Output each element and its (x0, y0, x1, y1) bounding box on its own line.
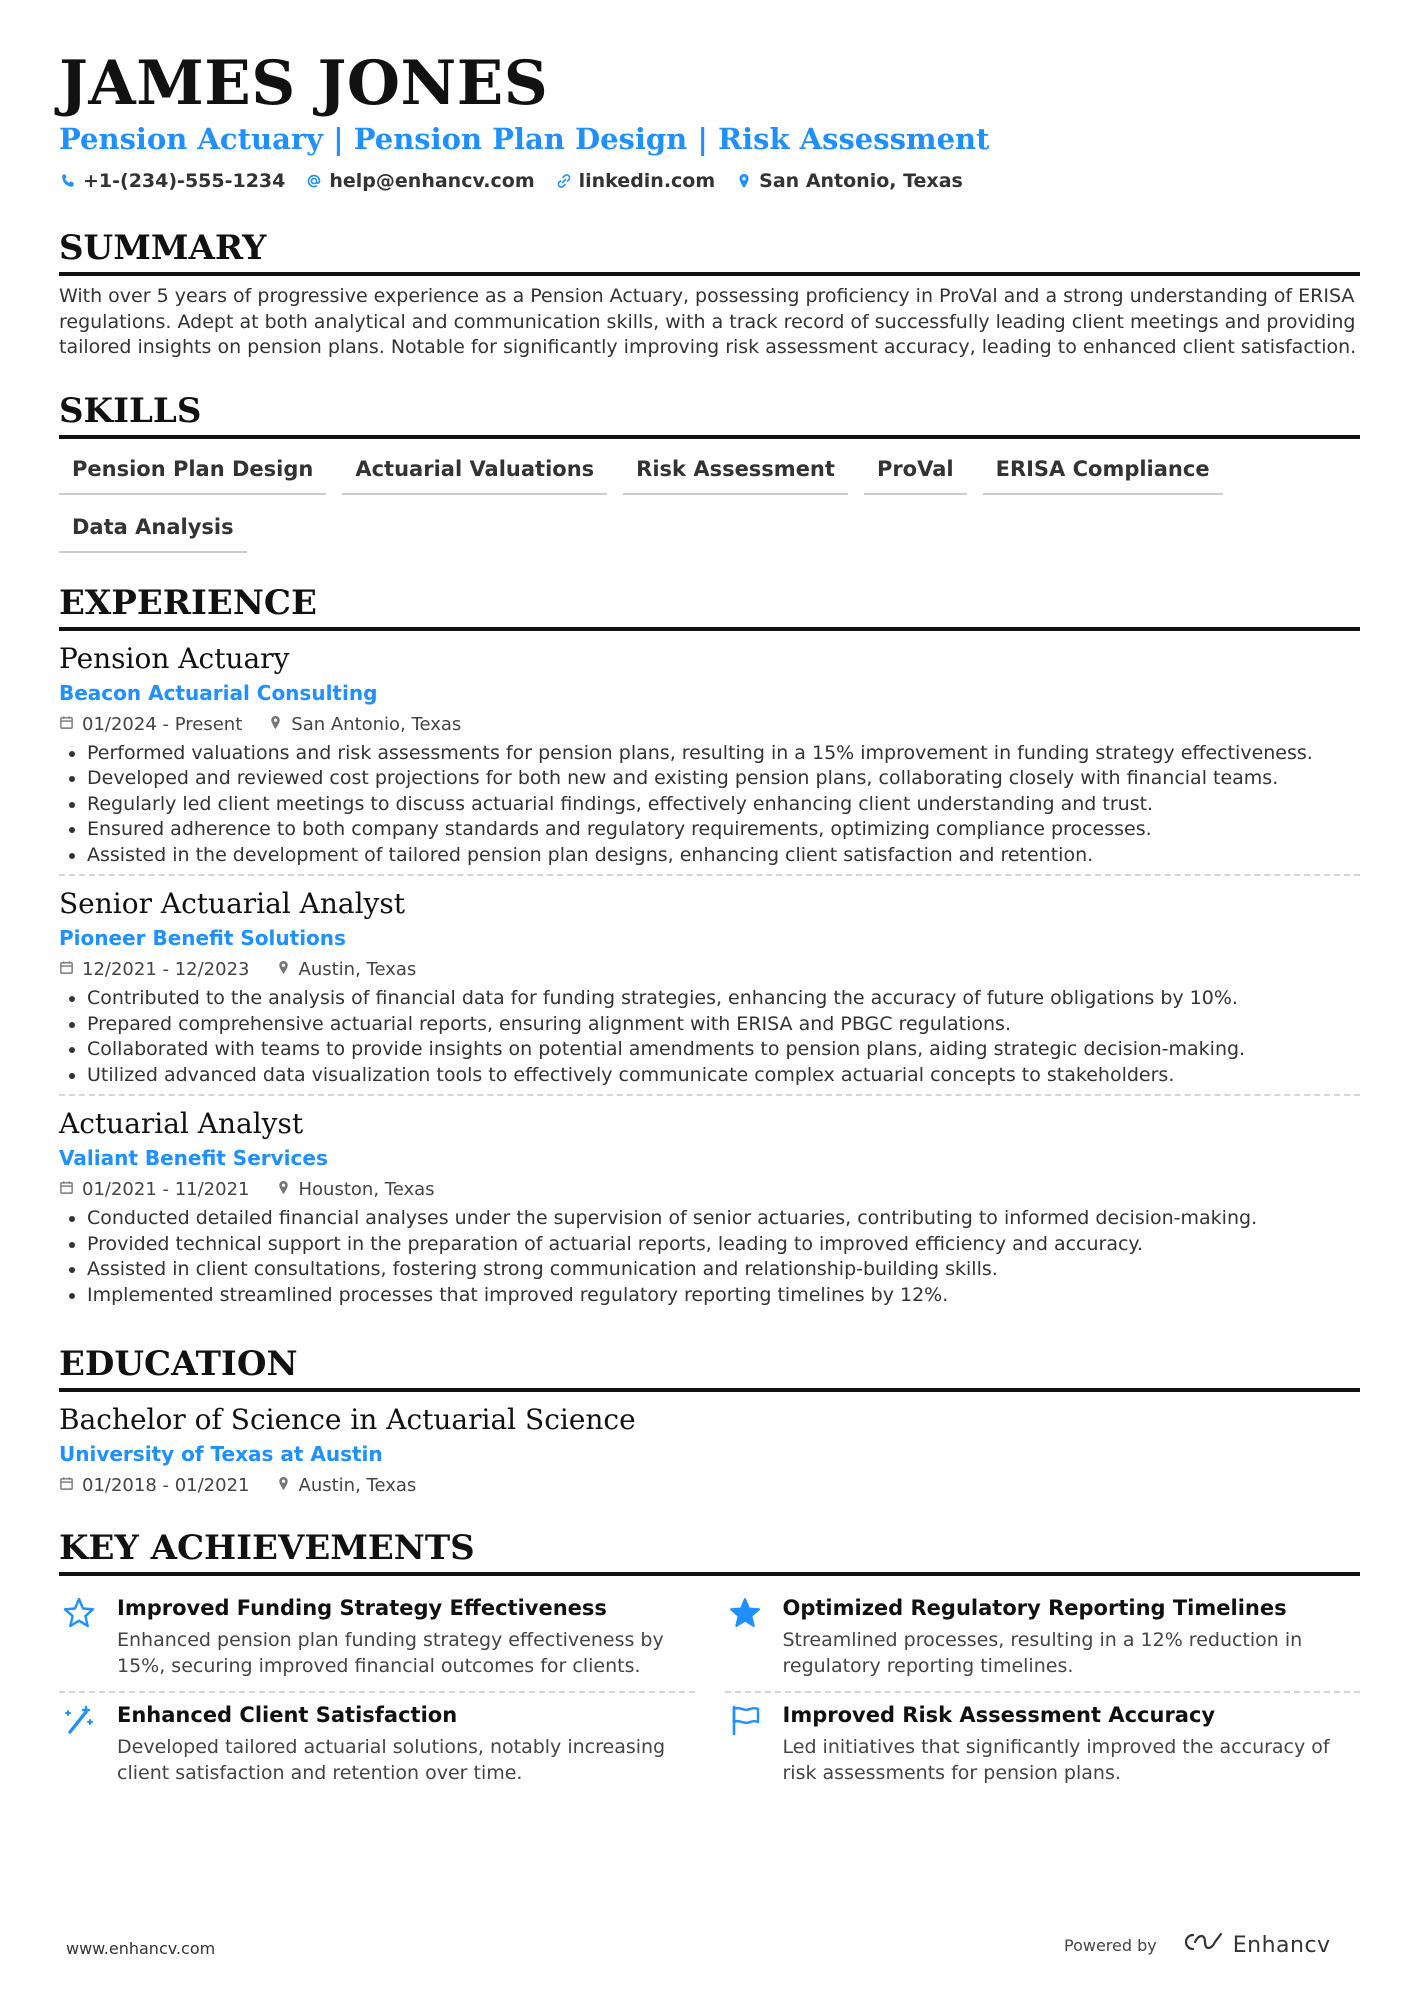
brand-logo[interactable] (1181, 1931, 1331, 1959)
bullet-item: • Regularly led client meetings to discuss actuarial findings, effectively enhancing client understanding and trust. (87, 792, 1360, 818)
job-title: Pension Actuary (59, 641, 290, 675)
bullet-item: • Collaborated with teams to provide insights on potential amendments to pension plans, aiding strategic decision-making. (87, 1037, 1360, 1063)
education-entry (59, 1402, 1360, 1498)
bullet-item: • Utilized advanced data visualization tools to effectively communicate complex actuarial concepts to stakeholders. (87, 1063, 1360, 1089)
summary-title: SUMMARY (59, 228, 1360, 276)
footer-website[interactable]: www.enhancv.com (66, 1939, 216, 1958)
footer-branding (1064, 1931, 1331, 1959)
skills-section (59, 391, 1360, 553)
company-name: Beacon Actuarial Consulting (59, 680, 378, 705)
achievements-grid (59, 1586, 1360, 1798)
skill-tag: Risk Assessment (623, 451, 848, 495)
skill-tag: ERISA Compliance (983, 451, 1223, 495)
resume-page (59, 48, 1360, 1798)
calendar-icon (59, 1474, 74, 1498)
skills-title: SKILLS (59, 391, 1360, 439)
job-bullets (59, 1206, 1360, 1308)
achievements-title: KEY ACHIEVEMENTS (59, 1528, 1360, 1576)
achievement-title: Improved Funding Strategy Effectiveness (117, 1596, 607, 1620)
achievement-item (725, 1693, 1361, 1798)
skill-tag: Pension Plan Design (59, 451, 326, 495)
job-dates: 01/2024 - Present (82, 713, 243, 735)
headline: Pension Actuary | Pension Plan Design | Risk Assessment (59, 122, 990, 156)
job-title: Actuarial Analyst (59, 1107, 304, 1140)
star-outline-icon (59, 1594, 99, 1679)
skill-tag: ProVal (864, 451, 967, 495)
job-title: Senior Actuarial Analyst (59, 887, 405, 920)
bullet-item: • Prepared comprehensive actuarial reports, ensuring alignment with ERISA and PBGC regulations. (87, 1012, 1360, 1038)
job-location: San Antonio, Texas (291, 713, 462, 735)
powered-by-label: Powered by (1064, 1935, 1157, 1955)
achievement-item (59, 1693, 695, 1798)
contact-linkedin[interactable] (555, 170, 716, 192)
summary-text: With over 5 years of progressive experience as a Pension Actuary, possessing proficiency in ProVal and a strong understanding of ERISA regulations. Adept at both analytical and communication skills, with a track record of successfully leading client meetings and providing tailored insights on pension plans. Notable for significantly improving risk assessment accuracy, leading to enhanced client satisfaction. (59, 285, 1357, 358)
education-title: EDUCATION (59, 1344, 1360, 1392)
summary-section (59, 228, 1360, 361)
education-meta (59, 1474, 1360, 1498)
phone-icon (59, 172, 77, 190)
skills-list (59, 451, 1360, 553)
job-dates: 01/2021 - 11/2021 (82, 1179, 250, 1200)
job-entry (59, 641, 1360, 875)
bullet-item: • Implemented streamlined processes that improved regulatory reporting timelines by 12%. (87, 1283, 1360, 1309)
job-meta (59, 713, 1360, 737)
link-icon (555, 172, 573, 190)
achievement-desc: Enhanced pension plan funding strategy effectiveness by 15%, securing improved financial outcomes for clients. (117, 1629, 664, 1677)
bullet-item: • Provided technical support in the preparation of actuarial reports, leading to improved efficiency and accuracy. (87, 1232, 1360, 1258)
flag-icon (725, 1701, 765, 1786)
job-location: Austin, Texas (298, 959, 417, 980)
contact-phone[interactable] (59, 170, 285, 192)
skill-tag: Data Analysis (59, 509, 247, 553)
bullet-item: • Contributed to the analysis of financial data for funding strategies, enhancing the accuracy of future obligations by 10%. (87, 986, 1360, 1012)
bullet-item: • Assisted in client consultations, fostering strong communication and relationship-building skills. (87, 1257, 1360, 1283)
achievement-item (59, 1586, 695, 1693)
achievement-desc: Developed tailored actuarial solutions, notably increasing client satisfaction and retention over time. (117, 1736, 666, 1784)
experience-section (59, 583, 1360, 1315)
job-meta (59, 958, 1360, 982)
linkedin-text: linkedin.com (578, 170, 716, 192)
magic-wand-icon (59, 1701, 99, 1786)
job-meta (59, 1178, 1360, 1202)
job-location: Houston, Texas (298, 1179, 435, 1200)
location-pin-icon (276, 1474, 291, 1498)
achievements-section (59, 1528, 1360, 1798)
calendar-icon (59, 958, 74, 982)
education-section (59, 1344, 1360, 1498)
job-entry (59, 1094, 1360, 1314)
school-name: University of Texas at Austin (59, 1442, 383, 1466)
achievement-title: Optimized Regulatory Reporting Timelines (782, 1596, 1287, 1620)
achievement-desc: Streamlined processes, resulting in a 12% reduction in regulatory reporting timelines. (782, 1629, 1303, 1677)
phone-text: +1-(234)-555-1234 (83, 170, 286, 192)
at-icon (305, 172, 323, 190)
skill-tag: Actuarial Valuations (342, 451, 607, 495)
job-bullets (59, 741, 1360, 869)
candidate-name: JAMES JONES (59, 48, 549, 119)
enhancv-logo-icon (1181, 1931, 1225, 1959)
achievement-desc: Led initiatives that significantly improved the accuracy of risk assessments for pension plans. (782, 1736, 1330, 1784)
contact-bar (59, 170, 1360, 192)
achievement-title: Improved Risk Assessment Accuracy (782, 1703, 1216, 1727)
job-entry (59, 874, 1360, 1094)
degree: Bachelor of Science in Actuarial Science (59, 1403, 636, 1436)
bullet-item: • Developed and reviewed cost projections for both new and existing pension plans, collaborating closely with financial teams. (87, 766, 1360, 792)
bullet-item: • Assisted in the development of tailored pension plan designs, enhancing client satisfaction and retention. (87, 843, 1360, 869)
location-pin-icon (276, 1178, 291, 1202)
achievement-item (725, 1586, 1361, 1693)
job-bullets (59, 986, 1360, 1088)
location-pin-icon (276, 958, 291, 982)
location-pin-icon (268, 713, 283, 737)
company-name: Valiant Benefit Services (59, 1146, 328, 1170)
education-location: Austin, Texas (298, 1475, 417, 1496)
location-text: San Antonio, Texas (759, 170, 963, 192)
brand-name: Enhancv (1232, 1932, 1331, 1958)
email-text: help@enhancv.com (329, 170, 535, 192)
contact-email[interactable] (305, 170, 534, 192)
calendar-icon (59, 713, 74, 737)
contact-location (735, 170, 963, 192)
bullet-item: • Ensured adherence to both company standards and regulatory requirements, optimizing compliance processes. (87, 817, 1360, 843)
education-dates: 01/2018 - 01/2021 (82, 1475, 250, 1496)
bullet-item: • Conducted detailed financial analyses under the supervision of senior actuaries, contributing to informed decision-making. (87, 1206, 1360, 1232)
star-filled-icon (725, 1594, 765, 1679)
bullet-item: • Performed valuations and risk assessments for pension plans, resulting in a 15% improvement in funding strategy effectiveness. (87, 741, 1360, 767)
job-dates: 12/2021 - 12/2023 (82, 959, 250, 980)
achievement-title: Enhanced Client Satisfaction (117, 1703, 458, 1727)
company-name: Pioneer Benefit Solutions (59, 926, 346, 950)
calendar-icon (59, 1178, 74, 1202)
experience-title: EXPERIENCE (59, 583, 1360, 631)
location-pin-icon (735, 172, 753, 190)
